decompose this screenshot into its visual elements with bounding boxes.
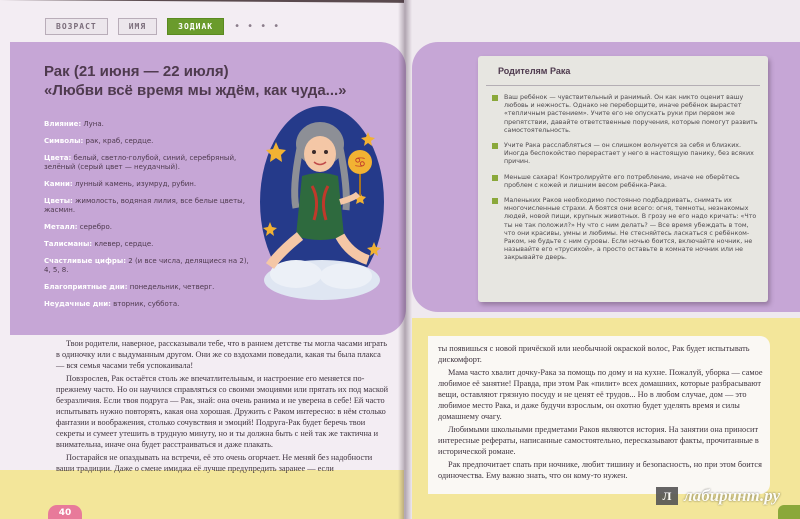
zodiac-facts: [44, 120, 254, 317]
fact-row: [44, 180, 254, 189]
right-body-text: [438, 343, 768, 483]
fact-value: 2 (и все числа, делящиеся на 2), 4, 5, 8.: [44, 257, 249, 274]
fact-value: лунный камень, изумруд, рубин.: [74, 180, 197, 188]
fact-row: [44, 283, 254, 292]
list-item-text: Меньше сахара! Контролируйте его потребление, иначе не оберётесь проблем с кожей и лишним весом ребёнка-Рака.: [504, 173, 740, 189]
fact-key: Цвета:: [44, 154, 72, 162]
left-paragraph: Твои родители, наверное, рассказывали тебе, что в раннем детстве ты могла часами играть в одиночку или с выдуманным другом. Они же со вздохами поведали, какая ты была плакса — вся семья часами тебя успокаивала!: [56, 339, 388, 370]
parents-list: [492, 94, 760, 270]
title-line-1: Рак (21 июня — 22 июля): [44, 63, 229, 80]
right-paragraph: Любимыми школьными предметами Раков являются история. На занятии она приносит интересные рефераты, написанные самостоятельно, пересказывают факты, прочитанные в исторической романе.: [438, 425, 759, 456]
labirint-logo-icon: Л: [656, 487, 678, 505]
fact-row: [44, 240, 254, 249]
list-item: [492, 94, 760, 135]
fact-value: рак, краб, сердце.: [85, 137, 154, 145]
fact-value: серебро.: [79, 223, 112, 231]
fact-value: жимолость, водяная лилия, все белые цветы, жасмин.: [44, 197, 245, 214]
section-tabs: [45, 18, 281, 35]
fact-key: Благоприятные дни:: [44, 283, 128, 291]
fact-key: Символы:: [44, 137, 84, 145]
fact-row: [44, 197, 254, 215]
fact-row: [44, 257, 254, 275]
parents-box: [478, 56, 768, 302]
fact-value: клевер, сердце.: [94, 240, 154, 248]
fact-value: вторник, суббота.: [113, 300, 180, 308]
list-item-text: Учите Рака расслабляться — он слишком волнуется за себя и близких. Иногда беспокойство перерастает у него в настоящую панику, без всяких причин.: [504, 142, 754, 166]
green-square-bullet-icon: [492, 175, 498, 181]
tab-name: ИМЯ: [118, 18, 157, 35]
tab-zodiac: ЗОДИАК: [167, 18, 224, 35]
fact-value: понедельник, четверг.: [129, 283, 215, 291]
watermark-text: лабиринт.ру: [684, 486, 781, 505]
fact-key: Неудачные дни:: [44, 300, 111, 308]
green-square-bullet-icon: [492, 95, 498, 101]
page-title: [44, 62, 347, 100]
right-paragraph: Рак предпочитает спать при ночнике, любит тишину и безопасность, но при этом боится одиночества. Ему важно знать, что он кому-то нужен.: [438, 460, 762, 480]
watermark: [656, 486, 780, 506]
fact-key: Металл:: [44, 223, 78, 231]
fact-key: Влияние:: [44, 120, 82, 128]
fact-value: Луна.: [83, 120, 104, 128]
parents-title: Родителям Рака: [498, 66, 571, 76]
fact-key: Цветы:: [44, 197, 73, 205]
fact-row: [44, 154, 254, 172]
list-item: [492, 197, 760, 263]
left-paragraph: Повзрослев, Рак остаётся столь же впечатлительным, и настроение его меняется по-прежнему часто. Но он научился справляться со своими эмоциями или прятать их под маской безразличия. Если твоя подруга — Рак, знай: она очень ранима и не уверена в себе! Ей часто испытывать нужно повторять, какая она хорошая. Дружить с Раком интересно: в нём столько фантазии и воображения, столько сочувствия и эмоций! Подруга-Рак будет беречь твои секреты и сумеет утешить в трудную минуту, но и ты должна быть с ней так же тактична и внимательна, иначе она будет расстраиваться и даже плакать.: [56, 374, 389, 449]
svg-text:♋: ♋: [353, 155, 367, 171]
fact-value: белый, светло-голубой, синий, серебряный, зелёный (серый цвет — неудачный).: [44, 154, 237, 171]
page-number: 40: [48, 505, 82, 519]
fact-key: Счастливые цифры:: [44, 257, 127, 265]
parents-divider: [486, 85, 760, 86]
right-paragraph: ты появишься с новой причёской или необычной окраской волос, Рак будет испытывать дискомфорт.: [438, 344, 750, 364]
green-square-bullet-icon: [492, 198, 498, 204]
fact-key: Камни:: [44, 180, 73, 188]
tab-age: ВОЗРАСТ: [45, 18, 108, 35]
list-item: [492, 142, 760, 167]
list-item: [492, 174, 760, 190]
cancer-girl-illustration: [256, 102, 396, 316]
list-item-text: Ваш ребёнок — чувствительный и ранимый. Он как никто оценит вашу любовь и нежность. Однако не переборщите, иначе ребёнок вырастет «тепличным растением». Учите его не опускать руки при первом же препятствии, давайте ответственные поручения, которые помогут развить самостоятельность.: [504, 94, 758, 134]
title-line-2: «Любви всё время мы ждём, как чуда...»: [44, 82, 347, 99]
left-body-text: [56, 338, 391, 476]
fact-row: [44, 137, 254, 146]
fact-row: [44, 223, 254, 232]
fact-row: [44, 300, 254, 309]
green-square-bullet-icon: [492, 143, 498, 149]
left-paragraph: Постарайся не опаздывать на встречи, её это очень огорчает. Не меняй без надобности ваши традиции. Даже о смене имиджа её лучше предупредить заранее — если: [56, 453, 373, 473]
list-item-text: Маленьких Раков необходимо постоянно подбадривать, снимать их многочисленные страхи. А боятся они всего: огня, темноты, незнакомых людей, новой пищи, крупных животных. В грозу не его надо кричать: «Что ты не так положил?» Ну что с ним делать? — Все время убеждать в том, что они красивы, умны и любимы. Не стесняйтесь ласкаться с ребёнком-Раком, не будьте с ним суровы. Если ночью боится, включайте ночник, не называйте его «трусихой», а просто оставьте в комнате ночник или не закрывайте дверь.: [504, 197, 757, 262]
right-page-corner: [778, 505, 800, 519]
tab-dots: • • • •: [234, 21, 282, 32]
fact-row: [44, 120, 254, 129]
right-paragraph: Мама часто хвалит дочку-Рака за помощь по дому и на кухне. Пожалуй, уборка — самое любимое её занятие! Правда, при этом Рак «пилит» всех домашних, которые разбрасывают вещи, оставляют грязную посуду и не ценят её трудов... Но в любом случае, дом — это любимое место Рака, и даже будучи взрослым, он охотно будет уделять время и силы домашнему очагу.: [438, 368, 763, 421]
fact-key: Талисманы:: [44, 240, 93, 248]
book-gutter: [398, 0, 412, 519]
